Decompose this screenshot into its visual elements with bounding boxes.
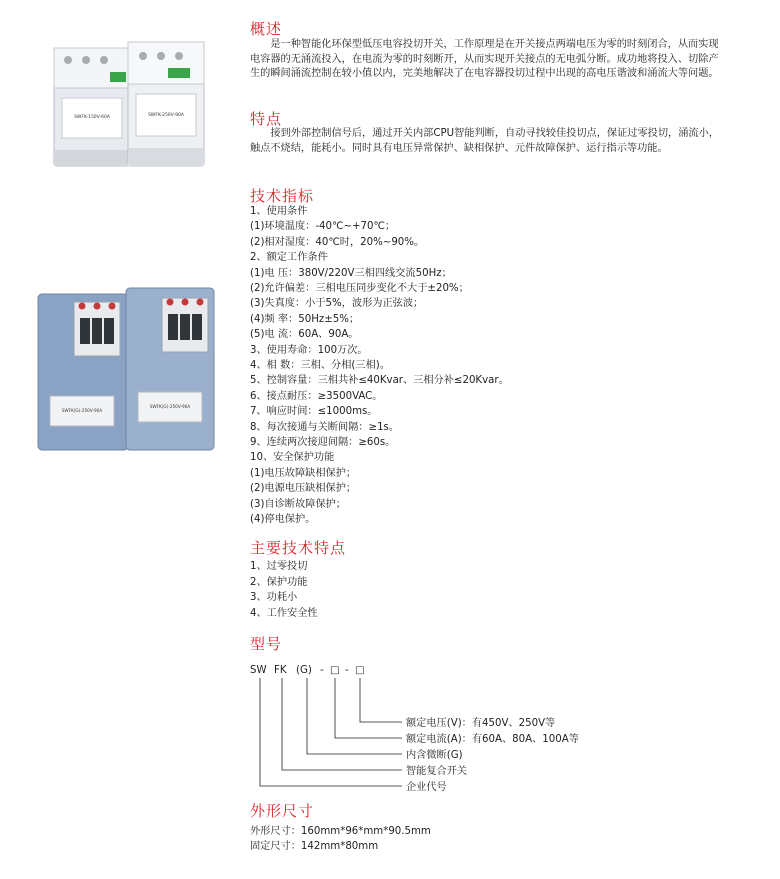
model-label-switch: 智能复合开关 <box>406 766 468 777</box>
spec-line: (2)允许偏差：三相电压同步变化不大于±20%； <box>250 283 469 294</box>
spec-line: 10、安全保护功能 <box>250 452 335 464</box>
main-feature-item: 2、保护功能 <box>250 576 308 588</box>
spec-line: (1)电 压：380V/220V三相四线交流50Hz； <box>250 267 452 279</box>
features-heading: 特点 <box>250 110 283 128</box>
spec-line: (1)环境温度：-40℃~+70℃； <box>250 221 396 233</box>
overview-text: 是一种智能化环保型低压电容投切开关，工作原理是在开关接点两端电压为零的时刻闭合，从而实现电容器的无涌流投入，在电流为零的时刻断开，从而实现开关接点的无电弧分断。成功地将投入、切除产生的瞬间涌流控制在较小值以内，完美地解决了在电容器投切过程中出现的高电压谐波和涌流大等问题。 <box>250 39 719 79</box>
model-label-company: 企业代号 <box>406 782 447 793</box>
product-label-top-left: SWFK-150V-60A <box>74 115 110 120</box>
spec-line: 1、使用条件 <box>250 206 308 217</box>
model-part-fk: FK <box>274 665 287 676</box>
product-photo-bottom <box>34 284 218 454</box>
product-label-bottom-right: SWFK(G)-250V-90A <box>149 404 191 409</box>
spec-line: (3)失真度：小于5%，波形为正弦波； <box>250 298 424 310</box>
model-part-box-1: □ <box>330 665 340 676</box>
model-part-box-2: □ <box>355 665 365 676</box>
model-label-breaker: 内含微断(G) <box>406 750 463 761</box>
spec-line: (4)停电保护。 <box>250 514 316 525</box>
product-label-top-right: SWFK-250V-90A <box>148 113 184 118</box>
spec-line: (2)相对湿度：40℃时，20%~90%。 <box>250 236 425 248</box>
main-feature-item: 4、工作安全性 <box>250 607 318 619</box>
spec-line: 5、控制容量：三相共补≤40Kvar、三相分补≤20Kvar。 <box>250 375 509 387</box>
spec-line: (4)频 率：50Hz±5%； <box>250 313 360 325</box>
spec-line: 6、接点耐压：≥3500VAC。 <box>250 390 383 402</box>
model-part-g: (G) <box>296 665 312 676</box>
spec-line: 3、使用寿命：100万次。 <box>250 344 368 356</box>
product-photo-top <box>48 38 208 178</box>
model-label-current: 额定电流(A)：有60A、80A、100A等 <box>406 734 579 745</box>
dimensions-outer: 外形尺寸：160mm*96*mm*90.5mm <box>250 826 431 837</box>
overview-heading: 概述 <box>250 20 283 38</box>
spec-line: (5)电 流：60A、90A。 <box>250 329 359 341</box>
spec-line: 7、响应时间：≤1000ms。 <box>250 406 378 418</box>
spec-line: (2)电源电压缺相保护； <box>250 483 357 495</box>
spec-line: 9、连续两次接迎间隔：≥60s。 <box>250 437 396 448</box>
model-part-dash-2: - <box>345 665 349 676</box>
model-diagram <box>250 660 610 795</box>
features-text: 接到外部控制信号后，通过开关内部CPU智能判断，自动寻找较佳投切点，保证过零投切，涌流小，触点不烧结，能耗小。同时具有电压异常保护、缺相保护、元件故障保护、运行指示等功能。 <box>250 128 719 154</box>
main-features-heading: 主要技术特点 <box>250 539 347 557</box>
product-label-bottom-left: SWFK(G)-250V-90A <box>61 408 103 413</box>
spec-line: (1)电压故障缺相保护； <box>250 467 357 479</box>
specs-heading: 技术指标 <box>250 187 315 205</box>
model-label-voltage: 额定电压(V)：有450V、250V等 <box>406 718 556 729</box>
spec-line: 2、额定工作条件 <box>250 252 328 264</box>
model-part-sw: SW <box>250 665 267 676</box>
spec-line: (3)自诊断故障保护； <box>250 498 346 510</box>
model-heading: 型号 <box>250 635 283 653</box>
dimensions-heading: 外形尺寸 <box>250 802 315 820</box>
spec-line: 4、相 数：三相、分相(三相)。 <box>250 360 390 371</box>
dimensions-fixed: 固定尺寸：142mm*80mm <box>250 841 379 852</box>
model-part-dash-1: - <box>320 665 324 676</box>
main-feature-item: 1、过零投切 <box>250 561 308 572</box>
spec-line: 8、每次接通与关断间隔：≥1s。 <box>250 421 400 433</box>
main-feature-item: 3、功耗小 <box>250 592 298 604</box>
